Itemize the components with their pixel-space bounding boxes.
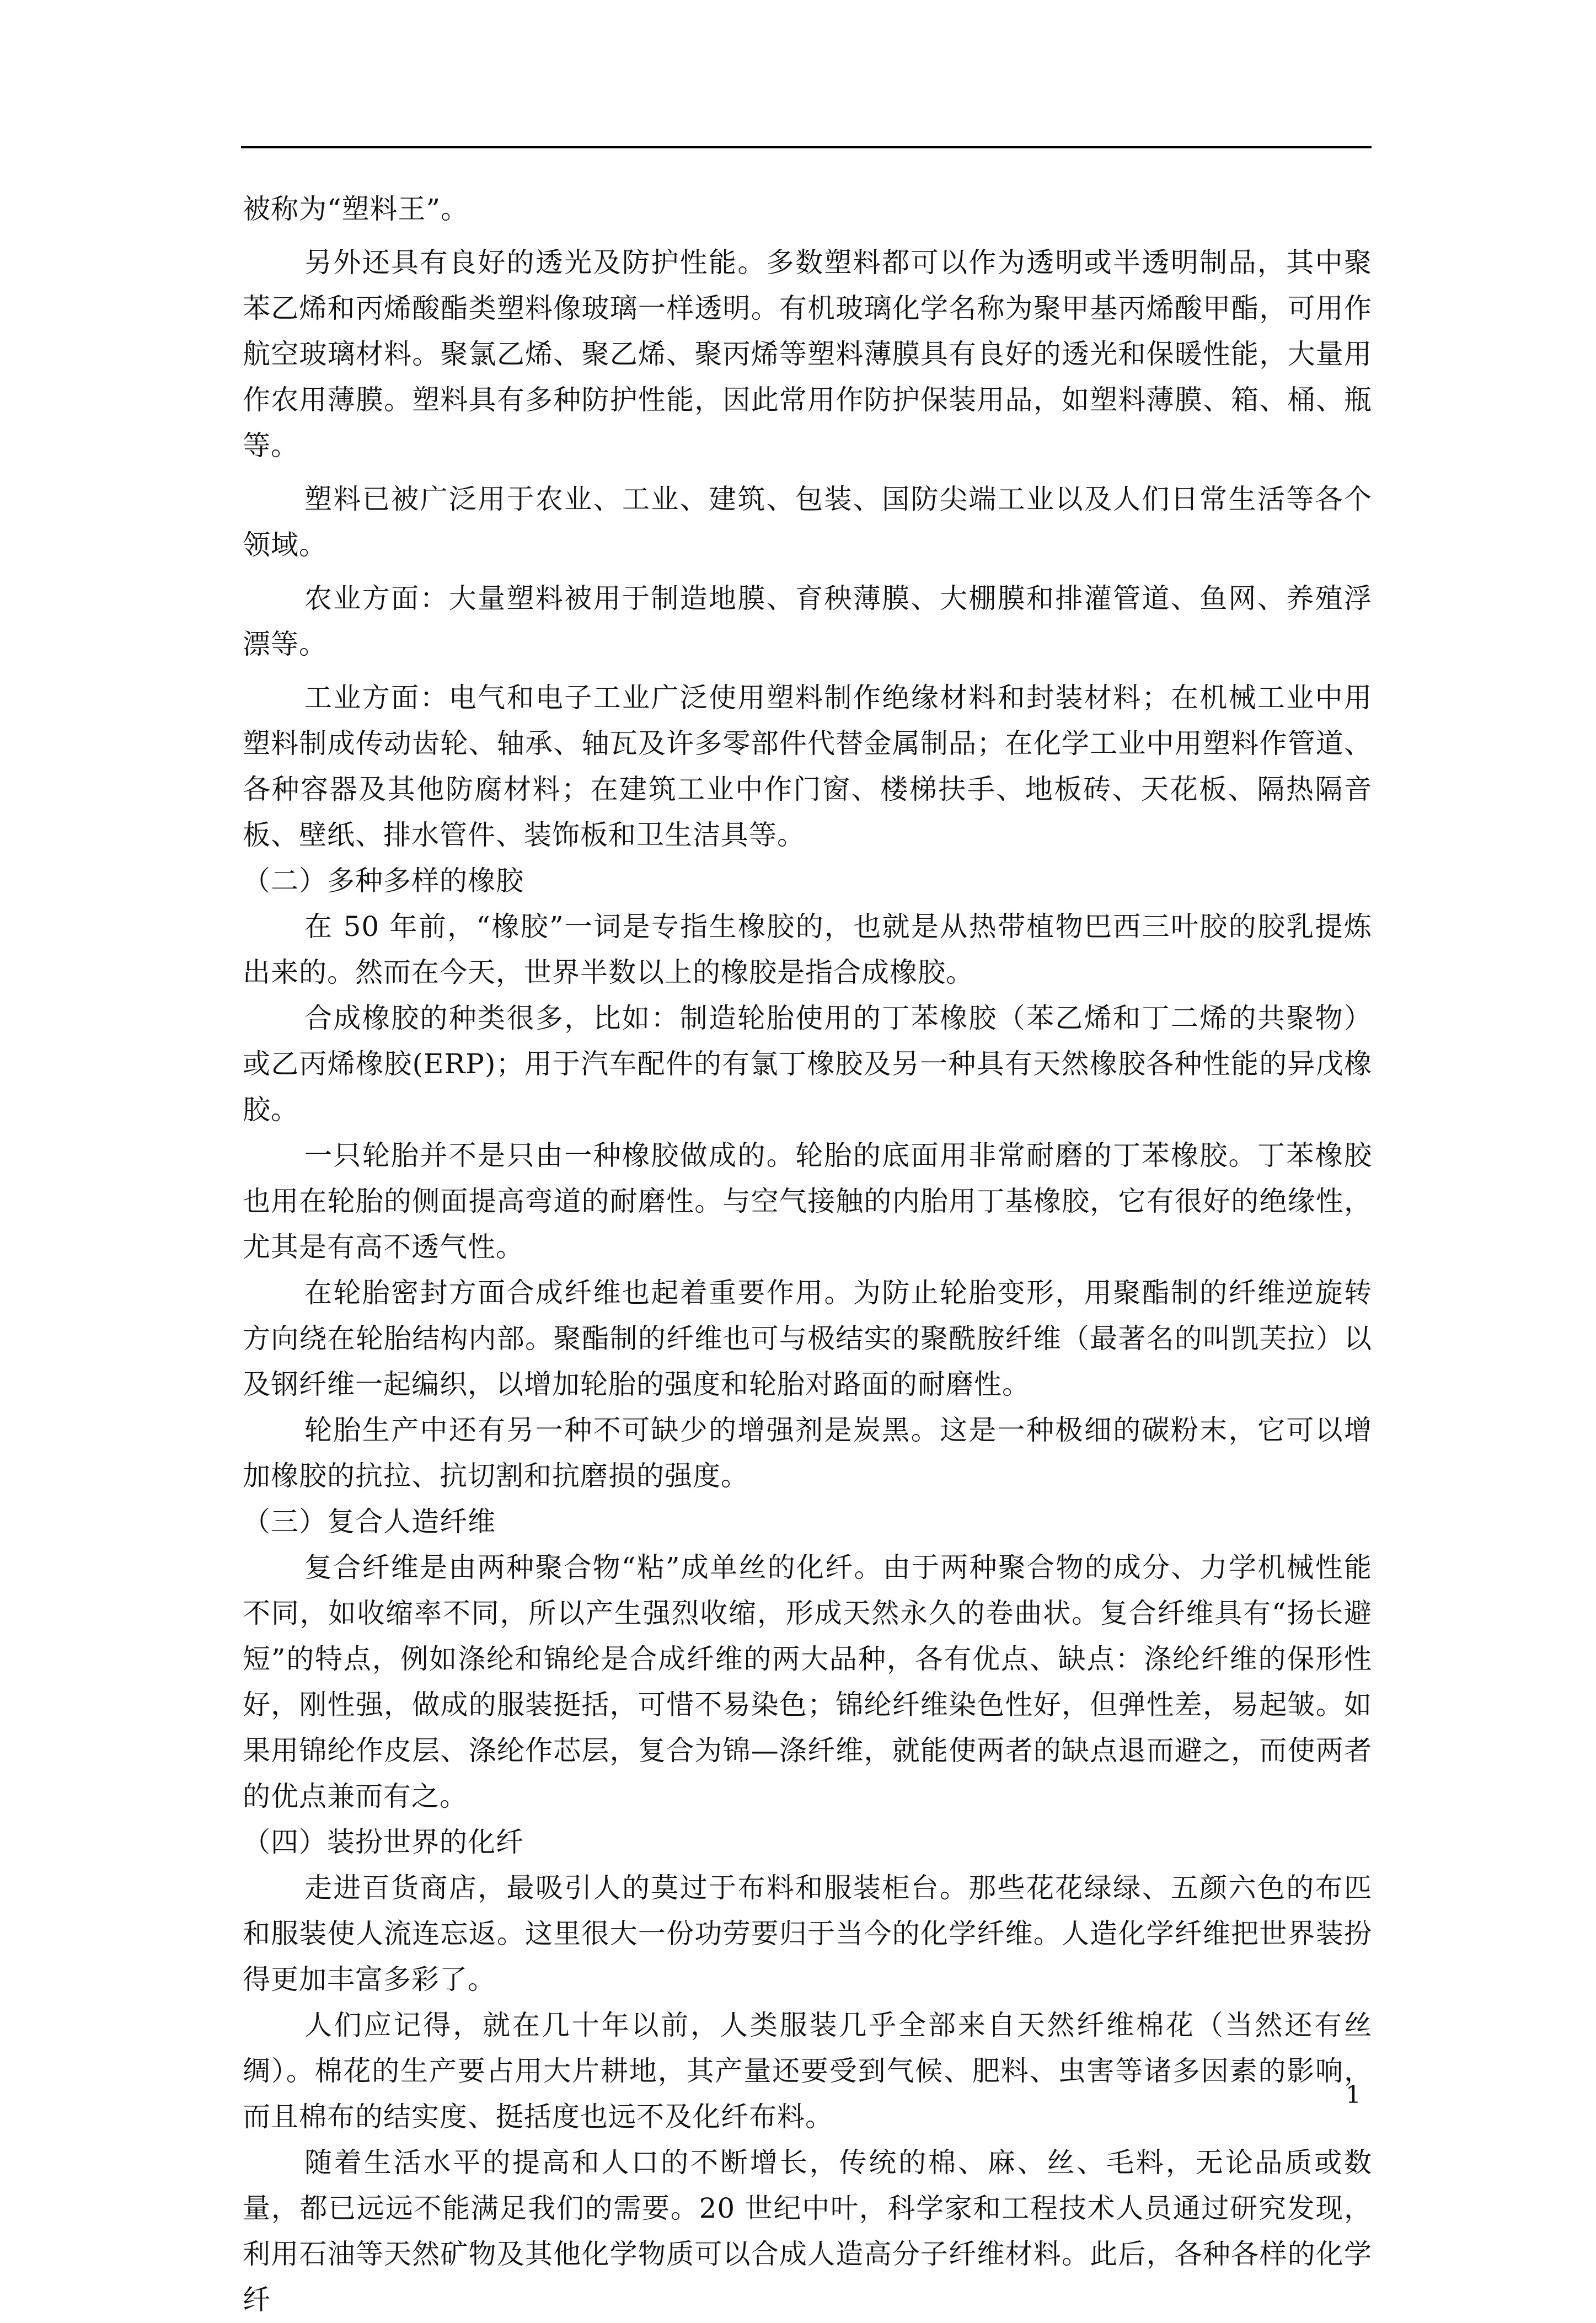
paragraph: 在轮胎密封方面合成纤维也起着重要作用。为防止轮胎变形，用聚酯制的纤维逆旋转方向绕在轮胎结构内部。聚酯制的纤维也可与极结实的聚酰胺纤维（最著名的叫凯芙拉）以及钢纤维一起编织，以增加轮胎的强度和轮胎对路面的耐磨性。 [243,1277,1372,1400]
document-body [243,186,1372,2323]
paragraph: 塑料已被广泛用于农业、工业、建筑、包装、国防尖端工业以及人们日常生活等各个领域。 [243,483,1372,561]
paragraph: 随着生活水平的提高和人口的不断增长，传统的棉、麻、丝、毛料，无论品质或数量，都已远远不能满足我们的需要。20 世纪中叶，科学家和工程技术人员通过研究发现，利用石油等天然矿物及其他化学物质可以合成人造高分子纤维材料。此后，各种各样的化学纤 [243,2147,1372,2316]
paragraph: 在 50 年前，“橡胶”一词是专指生橡胶的，也就是从热带植物巴西三叶胶的胶乳提炼出来的。然而在今天，世界半数以上的橡胶是指合成橡胶。 [243,911,1372,988]
paragraph: 复合纤维是由两种聚合物“粘”成单丝的化纤。由于两种聚合物的成分、力学机械性能不同，如收缩率不同，所以产生强烈收缩，形成天然永久的卷曲状。复合纤维具有“扬长避短”的特点，例如涤纶和锦纶是合成纤维的两大品种，各有优点、缺点：涤纶纤维的保形性好，刚性强，做成的服装挺括，可惜不易染色；锦纶纤维染色性好，但弹性差，易起皱。如果用锦纶作皮层、涤纶作芯层，复合为锦—涤纤维，就能使两者的缺点退而避之，而使两者的优点兼而有之。 [243,1551,1372,1812]
section-heading: （二）多种多样的橡胶 [243,865,524,897]
paragraph: 一只轮胎并不是只由一种橡胶做成的。轮胎的底面用非常耐磨的丁苯橡胶。丁苯橡胶也用在轮胎的侧面提高弯道的耐磨性。与空气接触的内胎用丁基橡胶，它有很好的绝缘性，尤其是有高不透气性。 [243,1139,1372,1263]
paragraph: 合成橡胶的种类很多，比如：制造轮胎使用的丁苯橡胶（苯乙烯和丁二烯的共聚物）或乙丙烯橡胶(ERP)；用于汽车配件的有氯丁橡胶及另一种具有天然橡胶各种性能的异戊橡胶。 [243,1002,1372,1126]
page-number: 1 [1346,2081,1361,2109]
section-heading: （四）装扮世界的化纤 [243,1826,524,1858]
paragraph: 另外还具有良好的透光及防护性能。多数塑料都可以作为透明或半透明制品，其中聚苯乙烯和丙烯酸酯类塑料像玻璃一样透明。有机玻璃化学名称为聚甲基丙烯酸甲酯，可用作航空玻璃材料。聚氯乙烯、聚乙烯、聚丙烯等塑料薄膜具有良好的透光和保暖性能，大量用作农用薄膜。塑料具有多种防护性能，因此常用作防护保装用品，如塑料薄膜、箱、桶、瓶等。 [243,247,1372,462]
paragraph: 轮胎生产中还有另一种不可缺少的增强剂是炭黑。这是一种极细的碳粉末，它可以增加橡胶的抗拉、抗切割和抗磨损的强度。 [243,1414,1372,1492]
paragraph: 农业方面：大量塑料被用于制造地膜、育秧薄膜、大棚膜和排灌管道、鱼网、养殖浮漂等。 [243,582,1372,660]
paragraph: 工业方面：电气和电子工业广泛使用塑料制作绝缘材料和封装材料；在机械工业中用塑料制成传动齿轮、轴承、轴瓦及许多零部件代替金属制品；在化学工业中用塑料作管道、各种容器及其他防腐材料；在建筑工业中作门窗、楼梯扶手、地板砖、天花板、隔热隔音板、壁纸、排水管件、装饰板和卫生洁具等。 [243,682,1372,851]
header-rule [241,146,1372,148]
paragraph: 走进百货商店，最吸引人的莫过于布料和服装柜台。那些花花绿绿、五颜六色的布匹和服装使人流连忘返。这里很大一份功劳要归于当今的化学纤维。人造化学纤维把世界装扮得更加丰富多彩了。 [243,1872,1372,1995]
paragraph: 人们应记得，就在几十年以前，人类服装几乎全部来自天然纤维棉花（当然还有丝绸）。棉花的生产要占用大片耕地，其产量还要受到气候、肥料、虫害等诸多因素的影响，而且棉布的结实度、挺括度也远不及化纤布料。 [243,2009,1372,2133]
section-heading: （三）复合人造纤维 [243,1506,496,1538]
paragraph: 被称为“塑料王”。 [243,193,469,225]
